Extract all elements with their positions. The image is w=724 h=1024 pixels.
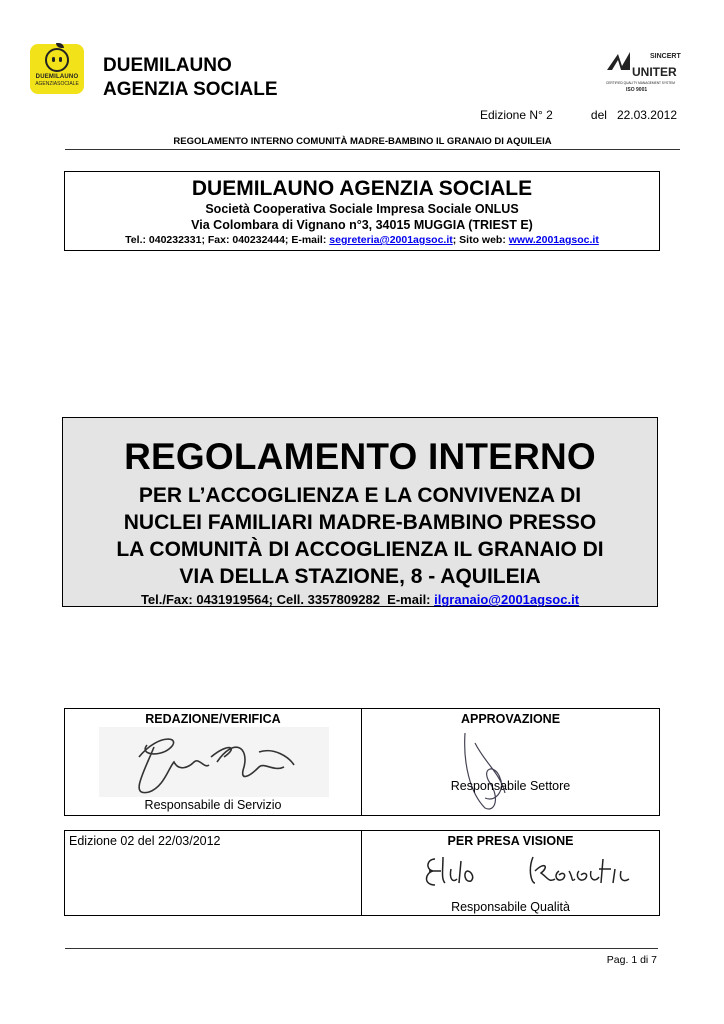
- document-subtitle: [63, 482, 657, 590]
- subtitle-line-1: PER L’ACCOGLIENZA E LA CONVIVENZA DI: [138, 484, 582, 507]
- company-contacts: [65, 233, 659, 247]
- uniter-text: UNITER: [632, 65, 677, 79]
- presa-visione-role: Responsabile Qualità: [451, 900, 570, 914]
- logo-text-line1: DUEMILAUNO: [35, 74, 79, 80]
- document-title-box: [62, 417, 658, 607]
- organization-name-line1: DUEMILAUNO: [103, 55, 232, 76]
- organization-name-line2: AGENZIA SOCIALE: [103, 79, 278, 100]
- company-contact-mid: ; Sito web:: [452, 234, 509, 246]
- approval-table: [64, 708, 660, 816]
- company-info-box: [64, 171, 660, 251]
- footer-divider: [65, 948, 658, 949]
- company-email-link[interactable]: segreteria@2001agsoc.it: [329, 234, 453, 246]
- company-name: DUEMILAUNO AGENZIA SOCIALE: [191, 177, 533, 200]
- approvazione-role: Responsabile Settore: [450, 779, 571, 793]
- sincert-text: SINCERT: [650, 53, 681, 60]
- cert-tagline: CERTIFIED QUALITY MANAGEMENT SYSTEM: [606, 81, 675, 85]
- signature-presa-visione: [423, 849, 653, 895]
- subtitle-line-4: VIA DELLA STAZIONE, 8 - AQUILEIA: [179, 565, 541, 588]
- iso-text: ISO 9001: [626, 87, 648, 93]
- edition-text: Edizione 02 del 22/03/2012: [69, 834, 221, 848]
- community-contacts: [63, 591, 657, 608]
- smiley-icon: [45, 48, 69, 72]
- approvazione-header: APPROVAZIONE: [460, 712, 561, 726]
- edition-number: Edizione N° 2: [480, 108, 553, 122]
- company-website-link[interactable]: www.2001agsoc.it: [508, 234, 599, 246]
- community-email-link[interactable]: ilgranaio@2001agsoc.it: [434, 592, 580, 607]
- edition-table: [64, 830, 660, 916]
- document-main-title: REGOLAMENTO INTERNO: [124, 436, 596, 477]
- document-header-title: REGOLAMENTO INTERNO COMUNITÀ MADRE-BAMBINO IL GRANAIO DI AQUILEIA: [173, 136, 552, 147]
- company-contact-prefix: Tel.: 040232331; Fax: 040232444; E-mail:: [125, 234, 330, 246]
- redazione-header: REDAZIONE/VERIFICA: [145, 712, 281, 726]
- signature-approvazione: [455, 723, 515, 817]
- presa-visione-header: PER PRESA VISIONE: [447, 834, 574, 848]
- uniter-certification-logo: [602, 46, 682, 94]
- subtitle-line-3: LA COMUNITÀ DI ACCOGLIENZA IL GRANAIO DI: [116, 538, 604, 561]
- organization-name: [103, 54, 278, 102]
- community-contact-prefix: Tel./Fax: 0431919564; Cell. 3357809282 E-mail:: [140, 592, 435, 607]
- subtitle-line-2: NUCLEI FAMILIARI MADRE-BAMBINO PRESSO: [123, 511, 597, 534]
- company-address: Via Colombara di Vignano n°3, 34015 MUGGIA (TRIEST E): [191, 218, 533, 232]
- edition-info: [480, 108, 677, 122]
- duemilauno-logo: [30, 44, 84, 94]
- signature-redazione: [99, 727, 329, 797]
- redazione-role: Responsabile di Servizio: [144, 798, 282, 812]
- edition-date: del 22.03.2012: [590, 108, 677, 122]
- header-divider: [65, 149, 680, 150]
- logo-text-line2: AGENZIASOCIALE: [35, 81, 79, 87]
- page-number: Pag. 1 di 7: [606, 954, 657, 966]
- company-type: Società Cooperativa Sociale Impresa Sociale ONLUS: [205, 202, 519, 216]
